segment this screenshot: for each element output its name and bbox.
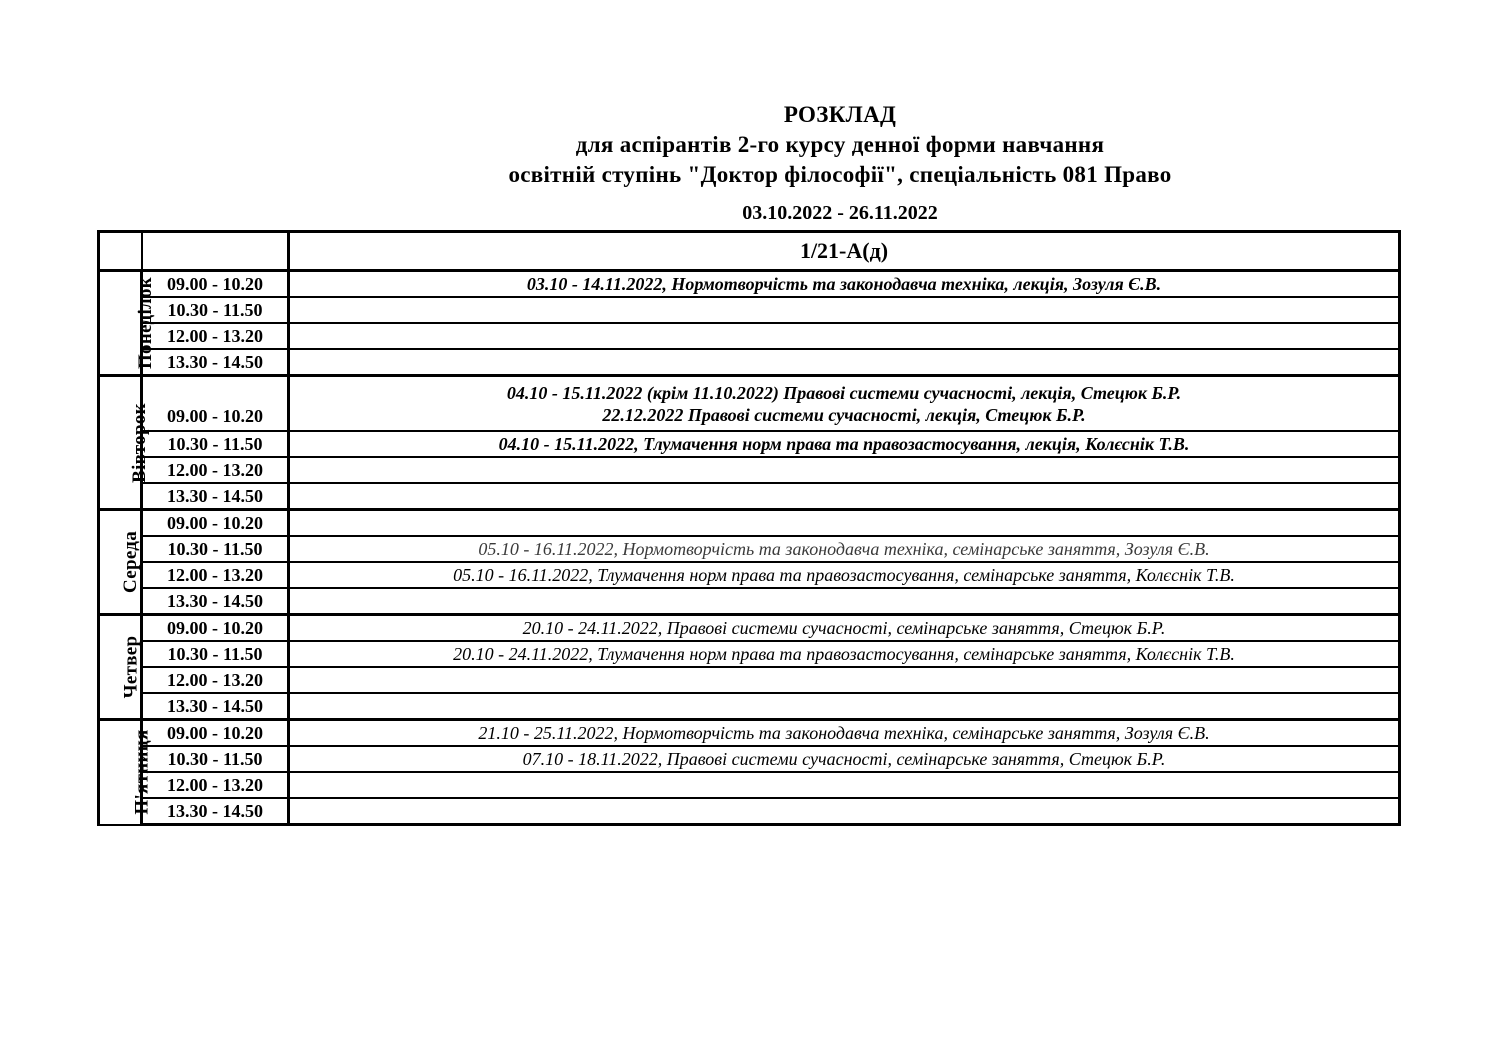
title-line-3: освітній ступінь "Доктор філософії", спеціальність 081 Право xyxy=(508,162,1172,187)
day-label: Четвер xyxy=(120,635,142,699)
day-label: Понеділок xyxy=(135,276,157,370)
time-slot: 13.30 - 14.50 xyxy=(142,349,289,376)
table-row xyxy=(99,641,1400,667)
table-row xyxy=(99,271,1400,298)
table-row xyxy=(99,772,1400,798)
lesson-cell: 21.10 - 25.11.2022, Нормотворчість та законодавча техніка, семінарське заняття, Зозуля Є.В. xyxy=(289,720,1400,747)
table-row xyxy=(99,510,1400,537)
group-name: 1/21-А(д) xyxy=(289,232,1400,271)
table-row xyxy=(99,483,1400,510)
header-empty-time-cell xyxy=(142,232,289,271)
table-row xyxy=(99,349,1400,376)
time-slot: 09.00 - 10.20 xyxy=(142,615,289,642)
time-slot: 10.30 - 11.50 xyxy=(142,746,289,772)
lesson-cell xyxy=(289,457,1400,483)
schedule-title xyxy=(97,100,1397,190)
lesson-cell: 04.10 - 15.11.2022, Тлумачення норм права та правозастосування, лекція, Колєснік Т.В. xyxy=(289,431,1400,457)
lesson-cell xyxy=(289,376,1400,432)
schedule-table xyxy=(97,230,1401,826)
lesson-cell xyxy=(289,667,1400,693)
lesson-cell: 05.10 - 16.11.2022, Нормотворчість та законодавча техніка, семінарське заняття, Зозуля Є.В. xyxy=(289,536,1400,562)
day-friday xyxy=(99,720,153,825)
time-slot: 09.00 - 10.20 xyxy=(142,376,289,432)
table-row xyxy=(99,536,1400,562)
day-label: П'ятниця xyxy=(131,729,153,815)
table-row xyxy=(99,431,1400,457)
time-slot: 09.00 - 10.20 xyxy=(142,510,289,537)
day-thursday xyxy=(99,615,142,720)
lesson-cell xyxy=(289,693,1400,720)
lesson-cell xyxy=(289,323,1400,349)
lesson-cell: 20.10 - 24.11.2022, Тлумачення норм права та правозастосування, семінарське заняття, Колєснік Т.В. xyxy=(289,641,1400,667)
day-tuesday xyxy=(99,376,150,510)
title-line-2: для аспірантів 2-го курсу денної форми навчання xyxy=(575,132,1105,157)
header-empty-day-cell xyxy=(99,232,142,271)
lesson-cell: 07.10 - 18.11.2022, Правові системи сучасності, семінарське заняття, Стецюк Б.Р. xyxy=(289,746,1400,772)
table-row xyxy=(99,588,1400,615)
time-slot: 13.30 - 14.50 xyxy=(142,798,289,825)
lesson-text: 04.10 - 15.11.2022 (крім 11.10.2022) Правові системи сучасності, лекція, Стецюк Б.Р. xyxy=(506,382,1182,403)
lesson-cell xyxy=(289,483,1400,510)
day-label: Вівторок xyxy=(128,402,150,483)
table-row xyxy=(99,297,1400,323)
day-wednesday xyxy=(99,510,142,615)
table-row xyxy=(99,457,1400,483)
time-slot: 12.00 - 13.20 xyxy=(142,457,289,483)
time-slot: 10.30 - 11.50 xyxy=(142,297,289,323)
table-row xyxy=(99,615,1400,642)
time-slot: 12.00 - 13.20 xyxy=(142,772,289,798)
table-row xyxy=(99,562,1400,588)
table-row xyxy=(99,323,1400,349)
time-slot: 12.00 - 13.20 xyxy=(142,562,289,588)
table-header-row xyxy=(99,232,1400,271)
table-row xyxy=(99,746,1400,772)
time-slot: 13.30 - 14.50 xyxy=(142,483,289,510)
lesson-cell xyxy=(289,588,1400,615)
lesson-cell: 03.10 - 14.11.2022, Нормотворчість та законодавча техніка, лекція, Зозуля Є.В. xyxy=(289,271,1400,298)
lesson-text-extra: 22.12.2022 Правові системи сучасності, лекція, Стецюк Б.Р. xyxy=(602,404,1086,425)
lesson-cell xyxy=(289,772,1400,798)
time-slot: 13.30 - 14.50 xyxy=(142,588,289,615)
table-row xyxy=(99,376,1400,432)
time-slot: 09.00 - 10.20 xyxy=(142,720,289,747)
title-line-1: РОЗКЛАД xyxy=(783,102,897,127)
date-range: 03.10.2022 - 26.11.2022 xyxy=(742,202,938,224)
time-slot: 10.30 - 11.50 xyxy=(142,536,289,562)
lesson-cell xyxy=(289,510,1400,537)
day-monday xyxy=(99,271,157,376)
time-slot: 13.30 - 14.50 xyxy=(142,693,289,720)
table-row xyxy=(99,720,1400,747)
time-slot: 09.00 - 10.20 xyxy=(142,271,289,298)
lesson-cell xyxy=(289,297,1400,323)
time-slot: 12.00 - 13.20 xyxy=(142,667,289,693)
table-row xyxy=(99,693,1400,720)
time-slot: 10.30 - 11.50 xyxy=(142,431,289,457)
lesson-cell xyxy=(289,798,1400,825)
time-slot: 12.00 - 13.20 xyxy=(142,323,289,349)
day-label: Середа xyxy=(120,530,142,594)
time-slot: 10.30 - 11.50 xyxy=(142,641,289,667)
lesson-cell: 20.10 - 24.11.2022, Правові системи сучасності, семінарське заняття, Стецюк Б.Р. xyxy=(289,615,1400,642)
table-row xyxy=(99,667,1400,693)
table-row xyxy=(99,798,1400,825)
lesson-cell: 05.10 - 16.11.2022, Тлумачення норм права та правозастосування, семінарське заняття, Колєснік Т.В. xyxy=(289,562,1400,588)
lesson-cell xyxy=(289,349,1400,376)
